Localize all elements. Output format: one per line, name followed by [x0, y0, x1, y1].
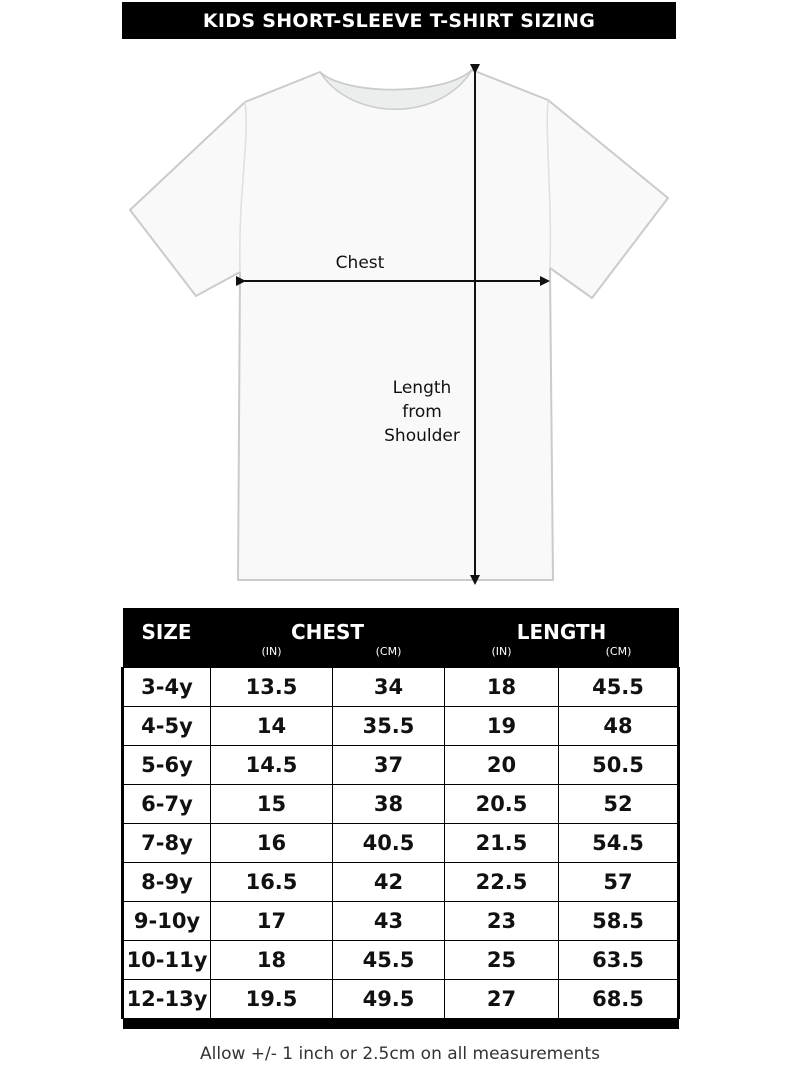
tshirt-diagram [0, 40, 800, 600]
size-cell: 7-8y [123, 824, 211, 863]
unit-header: (IN) [211, 645, 333, 668]
length-label [360, 376, 484, 448]
length-in-cell: 23 [445, 902, 559, 941]
tshirt-outline [130, 70, 668, 580]
length-label-line: from [402, 402, 442, 422]
table-row [123, 785, 679, 824]
chest-cm-cell: 49.5 [333, 980, 445, 1019]
chest-in-cell: 19.5 [211, 980, 333, 1019]
unit-header: (IN) [445, 645, 559, 668]
table-row [123, 707, 679, 746]
page-title: KIDS SHORT-SLEEVE T-SHIRT SIZING [122, 2, 676, 39]
chest-in-cell: 13.5 [211, 668, 333, 707]
length-cm-cell: 58.5 [559, 902, 679, 941]
chest-cm-cell: 42 [333, 863, 445, 902]
table-row [123, 668, 679, 707]
length-header: LENGTH [445, 608, 679, 645]
chest-cm-cell: 43 [333, 902, 445, 941]
table-row [123, 824, 679, 863]
chest-header: CHEST [211, 608, 445, 645]
size-cell: 6-7y [123, 785, 211, 824]
chest-cm-cell: 45.5 [333, 941, 445, 980]
chest-in-cell: 14 [211, 707, 333, 746]
chest-cm-cell: 34 [333, 668, 445, 707]
length-in-cell: 18 [445, 668, 559, 707]
chest-in-cell: 17 [211, 902, 333, 941]
length-cm-cell: 63.5 [559, 941, 679, 980]
chest-in-cell: 14.5 [211, 746, 333, 785]
length-in-cell: 20.5 [445, 785, 559, 824]
size-cell: 9-10y [123, 902, 211, 941]
table-row [123, 980, 679, 1019]
chest-in-cell: 18 [211, 941, 333, 980]
length-cm-cell: 54.5 [559, 824, 679, 863]
size-chart-table [121, 608, 680, 1029]
length-cm-cell: 52 [559, 785, 679, 824]
length-in-cell: 19 [445, 707, 559, 746]
size-cell: 12-13y [123, 980, 211, 1019]
size-cell: 8-9y [123, 863, 211, 902]
size-cell: 4-5y [123, 707, 211, 746]
length-cm-cell: 48 [559, 707, 679, 746]
length-in-cell: 20 [445, 746, 559, 785]
size-cell: 5-6y [123, 746, 211, 785]
size-cell: 3-4y [123, 668, 211, 707]
unit-header: (CM) [333, 645, 445, 668]
tshirt-illustration [0, 40, 800, 600]
size-header: SIZE [123, 608, 211, 645]
table-row [123, 902, 679, 941]
table-footer-bar [123, 1019, 679, 1030]
length-cm-cell: 57 [559, 863, 679, 902]
length-cm-cell: 45.5 [559, 668, 679, 707]
length-in-cell: 27 [445, 980, 559, 1019]
length-in-cell: 21.5 [445, 824, 559, 863]
chest-cm-cell: 35.5 [333, 707, 445, 746]
length-cm-cell: 50.5 [559, 746, 679, 785]
chest-cm-cell: 37 [333, 746, 445, 785]
length-label-line: Length [392, 378, 452, 398]
table-row [123, 941, 679, 980]
chest-in-cell: 16 [211, 824, 333, 863]
table-row [123, 746, 679, 785]
length-in-cell: 22.5 [445, 863, 559, 902]
chest-label: Chest [335, 253, 385, 273]
size-cell: 10-11y [123, 941, 211, 980]
unit-header: (CM) [559, 645, 679, 668]
chest-cm-cell: 38 [333, 785, 445, 824]
table-row [123, 863, 679, 902]
chest-in-cell: 16.5 [211, 863, 333, 902]
chest-in-cell: 15 [211, 785, 333, 824]
length-label-line: Shoulder [384, 426, 460, 446]
length-in-cell: 25 [445, 941, 559, 980]
length-cm-cell: 68.5 [559, 980, 679, 1019]
chest-cm-cell: 40.5 [333, 824, 445, 863]
measurement-note: Allow +/- 1 inch or 2.5cm on all measurements [200, 1044, 600, 1064]
